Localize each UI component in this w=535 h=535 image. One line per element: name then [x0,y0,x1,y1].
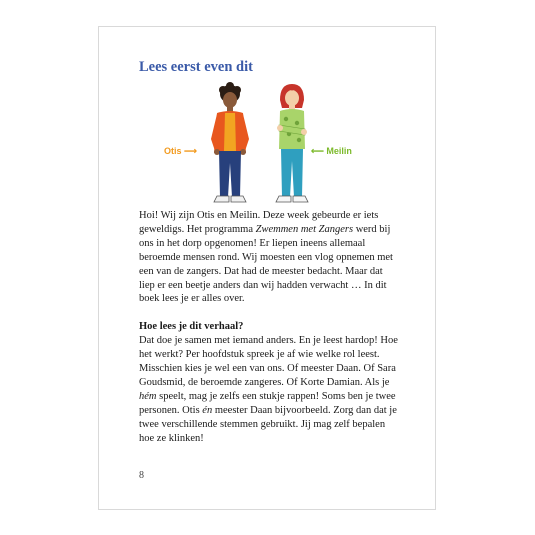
section-heading: Hoe lees je dit verhaal? [139,321,244,333]
meilin-label [311,146,352,157]
otis-name: Otis [164,146,182,156]
page-number: 8 [139,470,144,481]
meilin-name: Meilin [326,146,352,156]
section-text-3: meester Daan bijvoorbeeld. Zorg dan dat je twee verschillende stemmen gebruikt. Jij mag zelf bepalen hoe ze klinken! [139,404,397,444]
section-text-1: Dat doe je samen met iemand anders. En je leest hardop! Hoe het werkt? Per hoofdstuk spreek je af wie welke rol leest. Misschien kies je wel een van ons. Of meester Daan. Of Sara Goudsmid, de beroemde zangeres. Of Korte Damian. Als je [139,335,398,388]
section-text-2: speelt, mag je zelfs een stukje rappen! Soms ben je twee personen. Otis [139,390,396,416]
arrow-left-icon: ⟵ [311,146,324,156]
section-emphasis-1: hém [139,390,157,402]
section-emphasis-2: én [202,404,213,416]
meilin-figure [276,84,308,202]
arrow-right-icon: ⟶ [184,146,197,156]
program-name: Zwemmen met Zangers [255,223,354,235]
page-heading: Lees eerst even dit [139,59,253,75]
intro-paragraph [139,209,401,306]
characters-drawing [139,81,399,207]
character-illustration [139,81,399,207]
otis-figure [211,82,249,202]
intro-text-1: Hoi! Wij zijn Otis en Meilin. Deze week gebeurde er iets geweldigs. Het programma [139,210,379,235]
book-page [98,26,436,510]
intro-text-2: werd bij ons in het dorp opgenomen! Er liepen ineens allemaal beroemde mensen rond. Wij moesten een vlog opnemen met een van de zangers. Dat had de meester bedacht. Maar dat liep er een beetje anders dan wij hadden verwacht … In dit boek lees je er alles over. [139,223,393,305]
otis-label [164,146,197,157]
section-paragraph [139,334,401,445]
page-body [139,209,401,446]
